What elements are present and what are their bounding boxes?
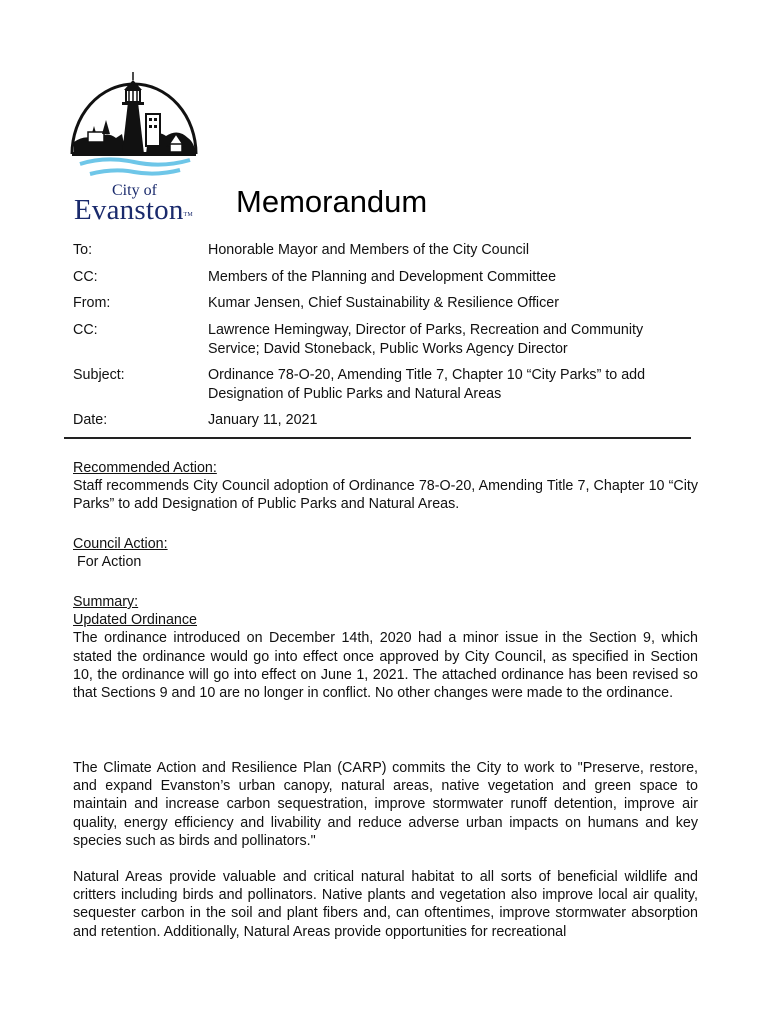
from-value: Kumar Jensen, Chief Sustainability & Resilience Officer xyxy=(208,295,559,311)
date-value: January 11, 2021 xyxy=(208,412,318,428)
council-action-section xyxy=(73,535,698,571)
recommended-action-section xyxy=(73,459,698,514)
logo-city-of: City of xyxy=(112,182,157,199)
council-action-heading: Council Action: xyxy=(73,536,168,552)
cc2-label: CC: xyxy=(73,322,98,338)
recommended-action-text: Staff recommends City Council adoption of Ordinance 78-O-20, Amending Title 7, Chapter 10 “City Parks” to add Designation of Public Parks and Natural Areas. xyxy=(73,478,698,513)
from-label: From: xyxy=(73,295,111,311)
to-label: To: xyxy=(73,242,93,258)
summary-paragraph-1: The ordinance introduced on December 14th, 2020 had a minor issue in the Section 9, which stated the ordinance would go into effect once approved by City Council, as specified in Section 10, the ordinance will go into effect on June 1, 2021. The attached ordinance has been revised so that Sections 9 and 10 are no longer in conflict. No other changes were made to the ordinance. xyxy=(73,630,698,702)
to-value: Honorable Mayor and Members of the City Council xyxy=(208,242,530,258)
header-divider xyxy=(64,437,691,439)
summary-paragraph-3: Natural Areas provide valuable and critical natural habitat to all sorts of beneficial wildlife and critters including birds and pollinators. Native plants and vegetation also improve local air quality, sequester carbon in the soil and plant fibers and, can oftentimes, improve stormwater absorption and retention. Additionally, Natural Areas provide opportunities for recreational xyxy=(73,869,698,940)
subject-label: Subject: xyxy=(73,367,125,383)
summary-section xyxy=(73,593,698,702)
date-label: Date: xyxy=(73,412,108,428)
subject-value: Ordinance 78-O-20, Amending Title 7, Chapter 10 “City Parks” to add Designation of Public Parks and Natural Areas xyxy=(208,367,646,402)
cc-value: Members of the Planning and Development Committee xyxy=(208,269,557,285)
cc-label: CC: xyxy=(73,269,98,285)
summary-subheading: Updated Ordinance xyxy=(73,612,197,629)
city-seal-logo xyxy=(66,68,206,224)
cc2-value: Lawrence Hemingway, Director of Parks, Recreation and Community Service; David Stoneback, Public Works Agency Director xyxy=(208,322,644,357)
council-action-text: For Action xyxy=(77,554,142,571)
lighthouse-emblem-icon xyxy=(66,68,206,186)
recommended-action-heading: Recommended Action: xyxy=(73,460,217,476)
summary-heading: Summary: xyxy=(73,594,139,610)
summary-paragraph-2: The Climate Action and Resilience Plan (CARP) commits the City to work to "Preserve, restore, and expand Evanston’s urban canopy, natural areas, native vegetation and green space to maintain and increase carbon sequestration, improve stormwater runoff detention, improve air quality, energy efficiency and livability and reduce adverse urban impacts on humans and key species such as birds and pollinators." xyxy=(73,760,698,849)
memo-title: Memorandum xyxy=(236,184,428,219)
logo-city-name: Evanston™ xyxy=(74,194,193,226)
